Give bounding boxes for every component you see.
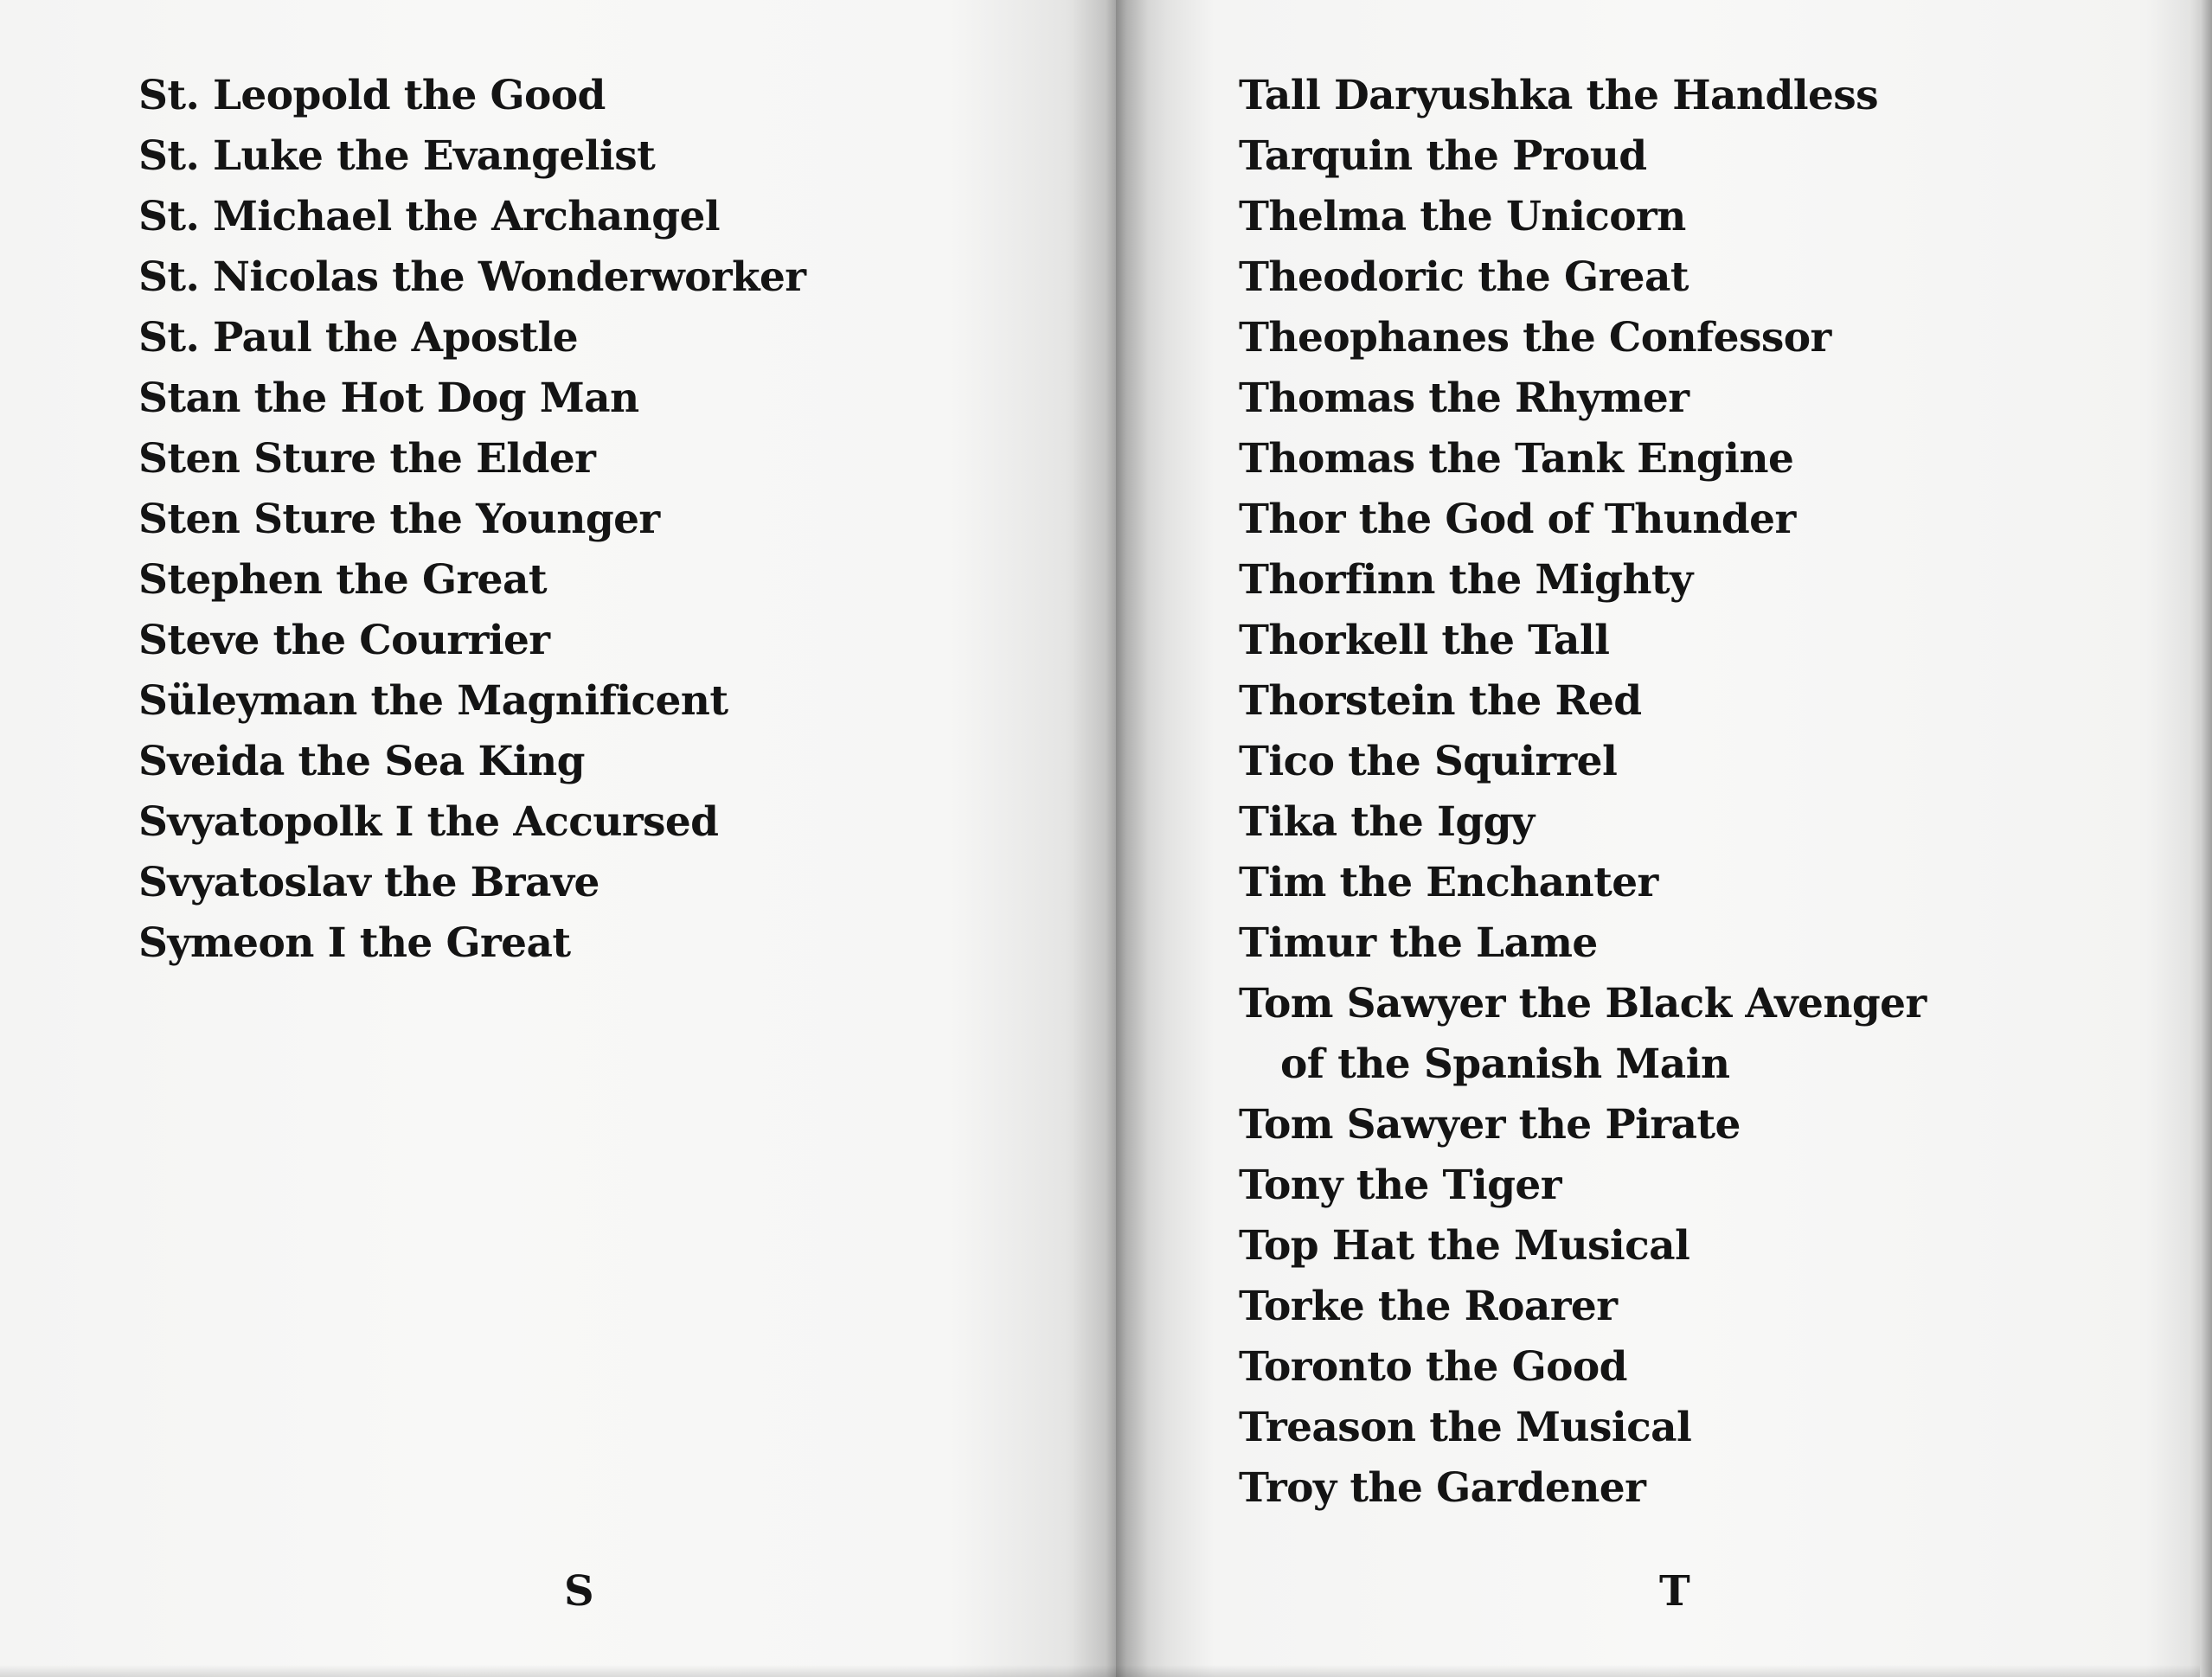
list-item: Tall Daryushka the Handless [1239, 72, 1878, 119]
list-item: Sten Sture the Elder [138, 435, 596, 483]
right-page-edge [2200, 0, 2212, 1677]
list-item: Thorkell the Tall [1239, 617, 1610, 664]
list-item: Stan the Hot Dog Man [138, 374, 639, 422]
list-item-line-1: Tom Sawyer the Black Avenger [1239, 980, 1927, 1027]
list-item: Thorfinn the Mighty [1239, 556, 1693, 604]
list-item: Toronto the Good [1239, 1343, 1627, 1391]
list-item: Top Hat the Musical [1239, 1222, 1690, 1270]
list-item: Thorstein the Red [1239, 677, 1642, 725]
list-item: St. Paul the Apostle [138, 314, 579, 362]
list-item: Tom Sawyer the Pirate [1239, 1101, 1741, 1149]
list-item: St. Michael the Archangel [138, 193, 721, 240]
list-item: Tarquin the Proud [1239, 132, 1647, 180]
list-item: Thor the God of Thunder [1239, 496, 1796, 543]
list-item: Stephen the Great [138, 556, 547, 604]
list-item: Süleyman the Magnificent [138, 677, 728, 725]
bottom-page-edge [0, 1665, 2212, 1677]
list-item: Steve the Courrier [138, 617, 550, 664]
section-letter-right: T [1659, 1567, 1690, 1616]
list-item: Tim the Enchanter [1239, 859, 1658, 906]
list-item: Theodoric the Great [1239, 253, 1689, 301]
list-item: St. Luke the Evangelist [138, 132, 656, 180]
left-entry-list [138, 66, 805, 974]
list-item: Treason the Musical [1239, 1404, 1692, 1451]
right-entry-list [1239, 66, 1927, 1519]
list-item-line-2: of the Spanish Main [1280, 1040, 1730, 1088]
list-item [1239, 974, 1927, 1095]
list-item: Svyatopolk I the Accursed [138, 798, 719, 846]
list-item: Theophanes the Confessor [1239, 314, 1831, 362]
list-item: Timur the Lame [1239, 919, 1598, 967]
right-page [1116, 0, 2212, 1677]
list-item: Symeon I the Great [138, 919, 571, 967]
section-letter-left: S [564, 1567, 594, 1616]
list-item: Tony the Tiger [1239, 1162, 1561, 1209]
list-item: Tika the Iggy [1239, 798, 1535, 846]
list-item: St. Leopold the Good [138, 72, 606, 119]
list-item: Torke the Roarer [1239, 1283, 1618, 1330]
list-item: Tico the Squirrel [1239, 738, 1618, 785]
list-item: Thomas the Tank Engine [1239, 435, 1794, 483]
list-item: Troy the Gardener [1239, 1464, 1646, 1512]
list-item: Sveida the Sea King [138, 738, 585, 785]
list-item: Svyatoslav the Brave [138, 859, 599, 906]
list-item: St. Nicolas the Wonderworker [138, 253, 806, 301]
list-item: Sten Sture the Younger [138, 496, 660, 543]
list-item: Thomas the Rhymer [1239, 374, 1689, 422]
list-item: Thelma the Unicorn [1239, 193, 1686, 240]
